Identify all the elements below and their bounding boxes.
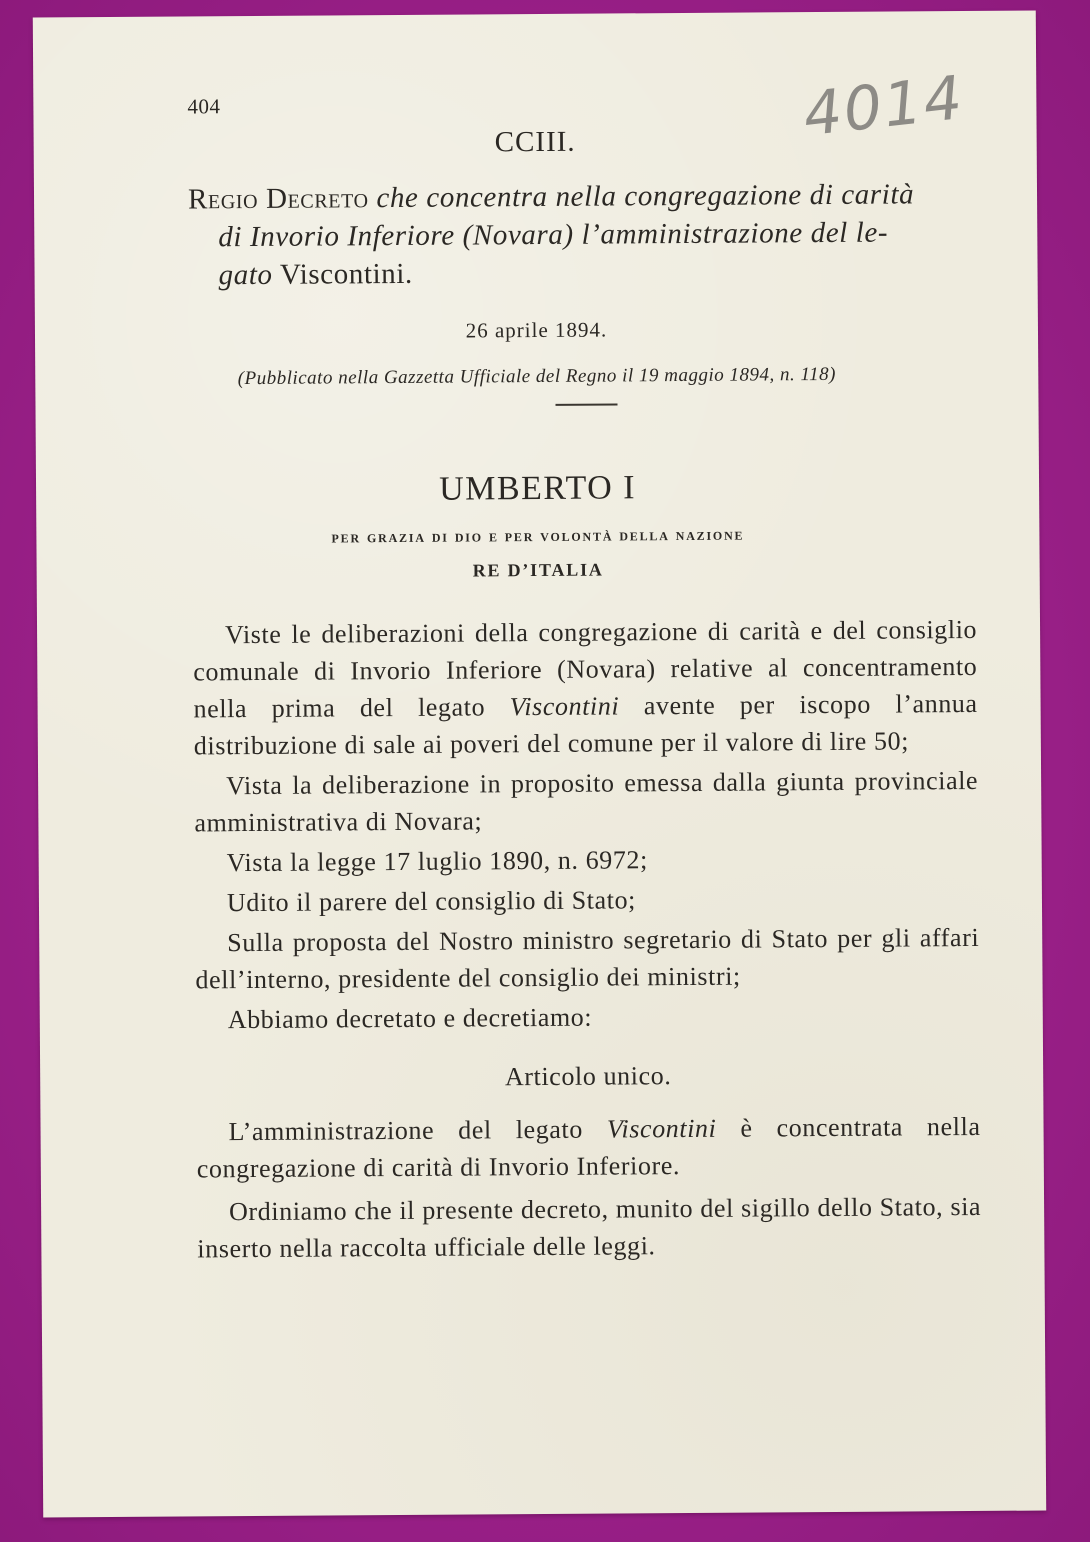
title-lead: Regio Decreto: [187, 182, 369, 216]
page-number: 404: [187, 94, 221, 119]
paragraph-enacting: Abbiamo decretato e decretiamo:: [227, 1002, 593, 1035]
title-line1: che concentra nella congregazione di carità: [376, 178, 915, 215]
paragraph-article: [196, 1108, 980, 1187]
paragraph-text: è concentrata nella congregazione di carità di Invorio Inferiore.: [196, 1111, 981, 1184]
legacy-name: Viscontini: [606, 1113, 717, 1144]
paragraph-text: Viste le deliberazioni della congregazione di carità e del consiglio comunale di Invorio Inferiore (Novara) relative al concentramento nella prima del legato: [193, 614, 978, 724]
sovereign-grace: per grazia di dio e per volontà della nazione: [331, 524, 745, 547]
paragraph-preamble-4: Udito il parere del consiglio di Stato;: [226, 885, 637, 918]
decree-body: [193, 611, 982, 1270]
sovereign-name: UMBERTO I: [438, 469, 637, 508]
paragraph-closing: Ordiniamo che il presente decreto, munito del sigillo dello Stato, sia inserto nella raccolta ufficiale delle leggi.: [197, 1191, 982, 1264]
document-page: [33, 11, 1046, 1518]
divider: [555, 403, 617, 405]
decree-date: 26 aprile 1894.: [465, 317, 608, 343]
paragraph-preamble-5: Sulla proposta del Nostro ministro segretario di Stato per gli affari dell’interno, presidente del consiglio dei ministri;: [195, 922, 980, 995]
handwritten-annotation: 4014: [800, 62, 968, 151]
decree-number: CCIII.: [494, 125, 576, 159]
paragraph-preamble-3: Vista la legge 17 luglio 1890, n. 6972;: [226, 845, 648, 878]
title-line3-name: Viscontini.: [279, 257, 413, 291]
legacy-name: Viscontini: [509, 691, 620, 722]
article-heading: Articolo unico.: [504, 1061, 672, 1092]
title-line2: di Invorio Inferiore (Novara) l’amministrazione del le-: [218, 216, 889, 254]
decree-title: [188, 175, 989, 295]
publication-note: (Pubblicato nella Gazzetta Ufficiale del Regno il 19 maggio 1894, n. 118): [237, 363, 836, 390]
paragraph-text: L’amministrazione del legato: [228, 1114, 583, 1147]
paragraph-text: avente per iscopo l’annua distribuzione di sale ai poveri del comune per il valore di lire 50;: [193, 688, 978, 761]
paragraph-preamble-1: [193, 611, 978, 764]
sovereign-realm: RE D’ITALIA: [472, 559, 604, 581]
paragraph-preamble-2: Vista la deliberazione in proposito emessa dalla giunta provinciale amministrativa di Novara;: [194, 765, 979, 838]
title-line3-italic: gato: [218, 258, 273, 292]
